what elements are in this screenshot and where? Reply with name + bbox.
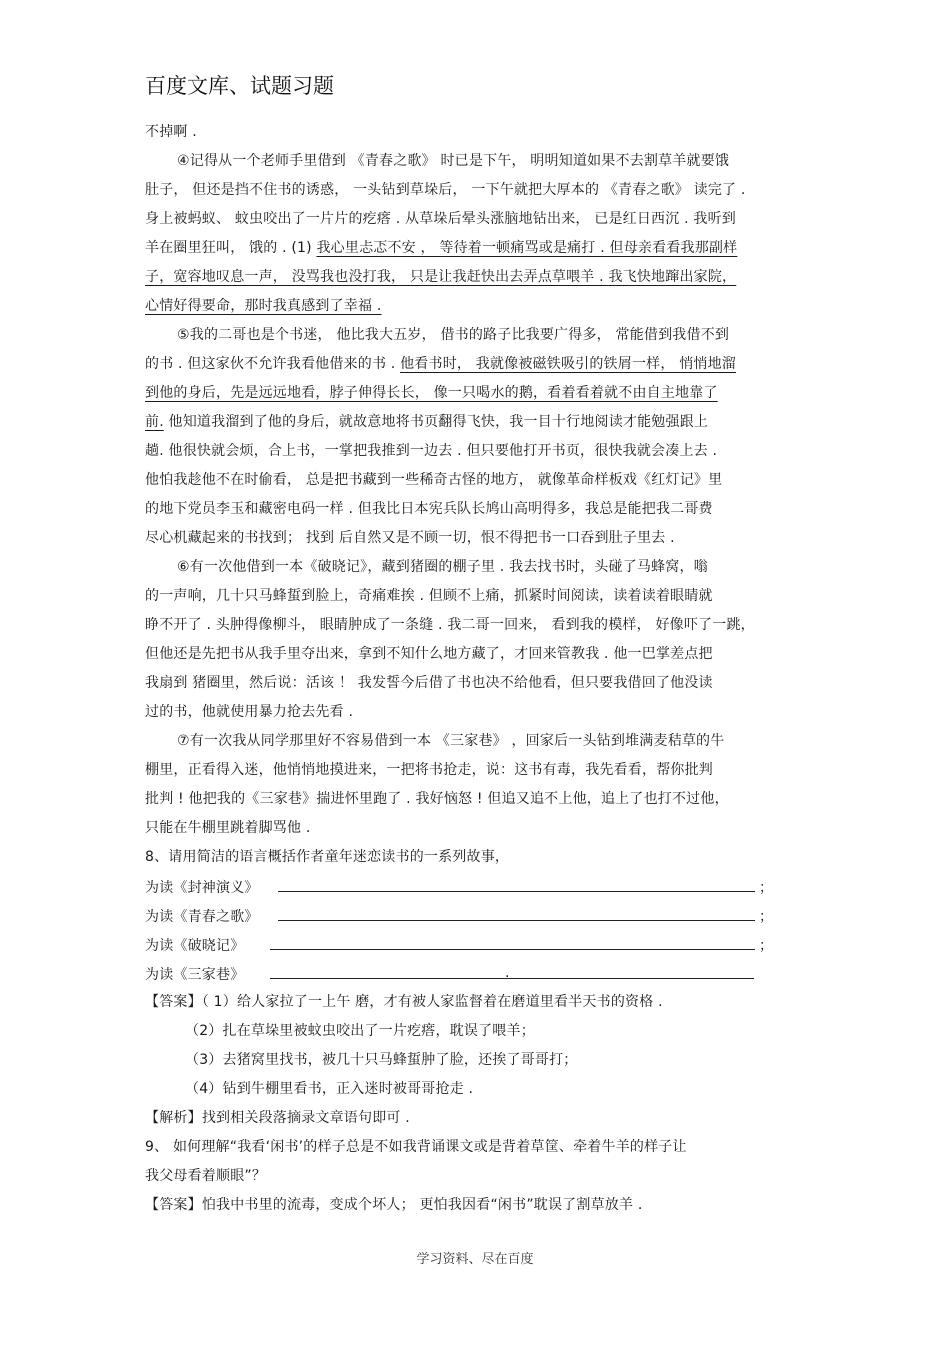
question-stem: 9、 如何理解“我看‘闲书’的样子总是不如我背诵课文或是背着草筐、牵着牛羊的样子让 <box>145 1139 687 1155</box>
page-header: 百度文库、试题习题 <box>145 74 334 98</box>
paragraph-7 <box>145 727 815 843</box>
underlined-sentence: 我心里忐忑不安 ， 等待着一顿痛骂或是痛打 . 但母亲看看我那副样 <box>316 240 738 256</box>
question-stem: 我父母看着顺眼”？ <box>145 1168 267 1184</box>
underlined-sentence: 前. <box>145 414 164 430</box>
analysis-text: 找到相关段落摘录文章语句即可 . <box>201 1110 410 1126</box>
page-footer: 学习资料、尽在百度 <box>416 1252 534 1267</box>
passage-line: 只能在牛棚里跳着脚骂他 . <box>145 820 311 836</box>
underlined-sentence: 子，宽容地叹息一声， 没骂我也没打我， 只是让我赶快出去弄点草喂羊 . 我飞快地蹿出家院， <box>145 269 737 285</box>
question-stem: 8、请用简洁的语言概括作者童年迷恋读书的一系列故事， <box>145 849 510 865</box>
answer-text: （4）钻到牛棚里看书，正入迷时被哥哥抢走 . <box>185 1081 474 1097</box>
passage-line: 过的书，他就使用暴力抢去先看 . <box>145 704 354 720</box>
passage-line: 的一声响，几十只马蜂蜇到脸上，奇痛难挨 . 但顾不上痛，抓紧时间阅读，读着读着眼睛就 <box>145 588 713 604</box>
underlined-sentence: 心情好得要命，那时我真感到了幸福 . <box>145 298 382 314</box>
question-9 <box>145 1133 815 1220</box>
passage-line: 但他还是先把书从我手里夺出来，拿到不知什么地方藏了，才回来管教我 . 他一巴掌差点把 <box>145 646 713 662</box>
fill-blank-label: 为读《破晓记》 <box>145 937 245 954</box>
fill-blank-row <box>145 959 815 988</box>
paragraph-4 <box>145 147 815 321</box>
fill-blank-row <box>145 901 815 930</box>
fill-blank-label: 为读《封神演义》 <box>145 879 259 896</box>
document-body <box>145 118 815 1220</box>
question-8 <box>145 843 815 1133</box>
passage-line <box>145 234 815 263</box>
blank-punctuation: ； <box>759 879 774 896</box>
fill-blank-label: 为读《青春之歌》 <box>145 908 259 925</box>
answer-line <box>145 988 815 1017</box>
passage-line: 批判 ! 他把我的《三家巷》揣进怀里跑了 . 我好恼怒 ! 但追又追不上他，追上了也打不过他， <box>145 791 729 807</box>
passage-line: 尽心机藏起来的书找到； 找到 后自然又是不顾一切，恨不得把书一口吞到肚子里去 . <box>145 530 675 546</box>
passage-line: 肚子， 但还是挡不住书的诱惑， 一头钻到草垛后， 一下午就把大厚本的 《青春之歌》 读完了 . <box>145 182 746 198</box>
answer-line <box>145 1191 815 1220</box>
passage-line: 棚里，正看得入迷，他悄悄地摸进来，一把将书抢走，说：这书有毒，我先看看，帮你批判 <box>145 762 713 778</box>
underlined-sentence: 他看书时， 我就像被磁铁吸引的铁屑一样， 悄悄地溜 <box>400 356 737 372</box>
underlined-sentence: 到他的身后，先是远远地看，脖子伸得长长， 像一只喝水的鹅，看着看着就不由自主地靠了 <box>145 385 718 401</box>
paragraph-5 <box>145 321 815 553</box>
passage-line: ⑦有一次我从同学那里好不容易借到一本 《三家巷》 ，回家后一头钻到堆满麦秸草的牛 <box>177 733 725 749</box>
fill-blank-row <box>145 872 815 901</box>
answer-blank[interactable] <box>278 891 755 892</box>
analysis-tag: 【解析】 <box>145 1110 202 1126</box>
fill-blank-row <box>145 930 815 959</box>
fill-blank-label: 为读《三家巷》 <box>145 966 245 983</box>
blank-punctuation: . <box>505 965 510 981</box>
passage-line: 不掉啊 . <box>145 124 197 140</box>
answer-blank[interactable] <box>270 978 754 979</box>
passage-line: 睁不开了 . 头肿得像柳斗， 眼睛肿成了一条缝 . 我二哥一回来， 看到我的模样， 好像吓了一跳， <box>145 617 755 633</box>
blank-punctuation: ； <box>759 937 774 954</box>
blank-punctuation: ； <box>759 908 774 925</box>
passage-line: ④记得从一个老师手里借到 《青春之歌》 时已是下午， 明明知道如果不去割草羊就要饿 <box>177 153 730 169</box>
passage-line <box>145 408 815 437</box>
passage-line: ⑥有一次他借到一本《破晓记》，藏到猪圈的棚子里 . 我去找书时，头碰了马蜂窝，嗡 <box>177 559 708 575</box>
paragraph-6 <box>145 553 815 727</box>
analysis-line <box>145 1104 815 1133</box>
passage-line: 的地下党员李玉和藏密电码一样 . 但我比日本宪兵队长鸠山高明得多，我总是能把我二哥费 <box>145 501 713 517</box>
passage-text: 他知道我溜到了他的身后，就故意地将书页翻得飞快，我一目十行地阅读才能勉强跟上 <box>163 414 709 430</box>
passage-line: ⑤我的二哥也是个书迷， 他比我大五岁， 借书的路子比我要广得多， 常能借到我借不到 <box>177 327 730 343</box>
passage-text: 羊在圈里狂叫， 饿的 . (1) <box>145 240 317 256</box>
answer-blank[interactable] <box>278 920 755 921</box>
answer-text: （3）去猪窝里找书，被几十只马蜂蜇肿了脸，还挨了哥哥打； <box>185 1052 578 1068</box>
passage-line: 身上被蚂蚁、 蚊虫咬出了一片片的疙瘩 . 从草垛后晕头涨脑地钻出来， 已是红日西沉 . 我听到 <box>145 211 736 227</box>
passage-line: 我扇到 猪圈里，然后说：活该 ！ 我发誓今后借了书也决不给他看，但只要我借回了他没读 <box>145 675 713 691</box>
passage-line: 趟. 他很快就会烦，合上书，一掌把我推到一边去 . 但只要他打开书页，很快我就会凑上去 . <box>145 443 718 459</box>
passage-line: 他怕我趁他不在时偷看， 总是把书藏到一些稀奇古怪的地方， 就像革命样板戏《红灯记》里 <box>145 472 723 488</box>
answer-blank[interactable] <box>270 949 755 950</box>
answer-text: （2）扎在草垛里被蚊虫咬出了一片疙瘩，耽误了喂羊； <box>185 1023 535 1039</box>
answer-text: （ 1）给人家拉了一上午 磨，才有被人家监督着在磨道里看半天书的资格 . <box>201 994 663 1010</box>
passage-text: 的书 . 但这家伙不允许我看他借来的书 . <box>145 356 401 372</box>
passage-line <box>145 350 815 379</box>
answer-tag: 【答案】 <box>145 1197 202 1213</box>
answer-tag: 【答案】 <box>145 994 202 1010</box>
answer-text: 怕我中书里的流毒，变成个坏人； 更怕我因看“闲书”耽误了割草放羊 . <box>201 1197 643 1213</box>
